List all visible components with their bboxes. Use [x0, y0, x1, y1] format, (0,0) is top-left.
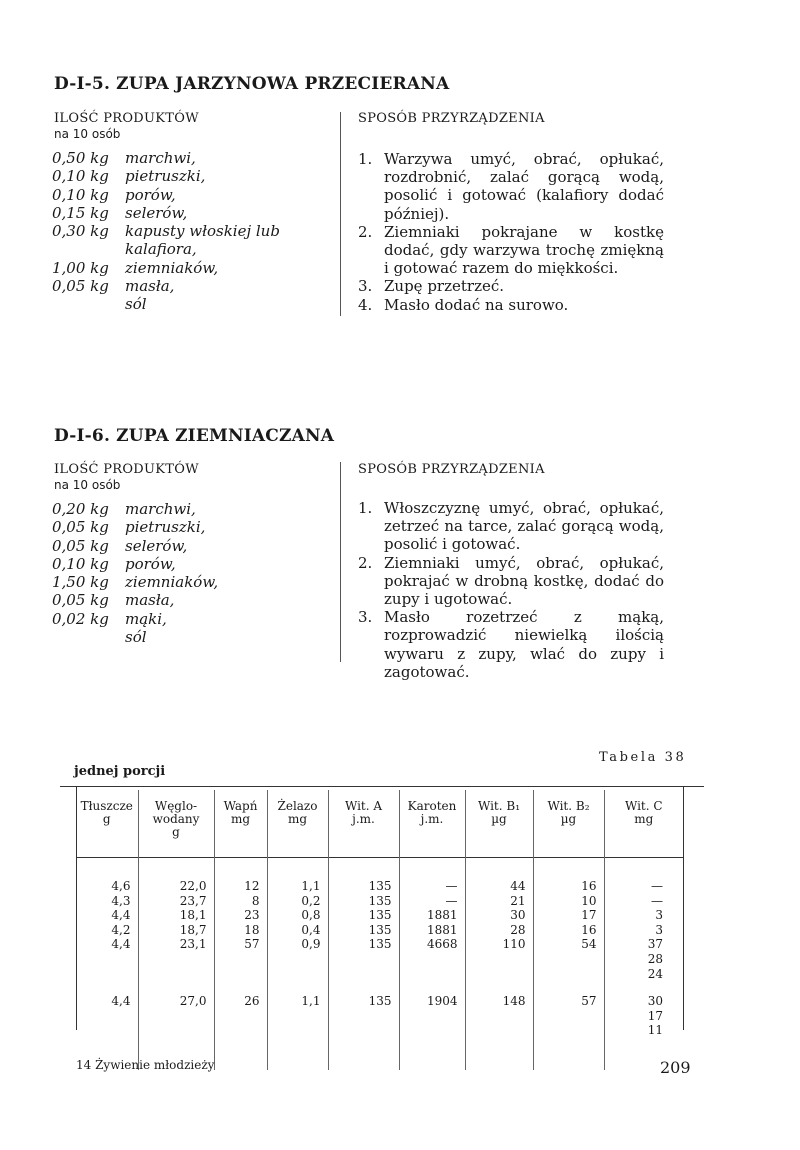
table-cell	[399, 952, 465, 967]
table-cell	[214, 1009, 267, 1024]
method-header: SPOSÓB PRZYRZĄDZENIA	[358, 111, 545, 126]
header-line: j.m.	[352, 812, 375, 826]
step-number: 4.	[358, 295, 373, 314]
ingredients-list	[52, 149, 315, 314]
step-text: Ziemniaki pokrajane w kostkę dodać, gdy warzywa trochę zmiękną i gotować razem do miękkości.	[384, 222, 664, 278]
ingredients-header: ILOŚĆ PRODUKTÓW	[54, 462, 199, 477]
table-row	[76, 1009, 683, 1024]
header-line: Wapń	[223, 799, 258, 813]
table-cell: 135	[328, 981, 399, 1009]
table-cell: 24	[647, 966, 663, 981]
step-text: Zupę przetrzeć.	[384, 277, 505, 296]
header-line: mg	[287, 812, 308, 826]
table-cell: 110	[465, 937, 533, 952]
table-right-border	[683, 787, 684, 1030]
table-cell	[138, 1009, 214, 1024]
table-cell: 148	[465, 981, 533, 1009]
col-header-zelazo	[267, 790, 328, 859]
method-header: SPOSÓB PRZYRZĄDZENIA	[358, 462, 545, 477]
ingredient-name: ziemniaków,	[125, 573, 219, 592]
table-cell	[533, 967, 604, 982]
table-cell: 135	[328, 937, 399, 952]
table-cell: 3	[655, 922, 663, 937]
recipe-title: D-I-5. ZUPA JARZYNOWA PRZECIERANA	[54, 74, 450, 94]
header-line: j.m.	[420, 812, 444, 826]
table-cell	[399, 967, 465, 982]
table-cell: —	[651, 879, 663, 893]
table-cell: —	[651, 893, 663, 908]
ingredient-item	[52, 518, 315, 536]
table-cell: 12	[214, 879, 267, 894]
ingredient-name: masła,	[125, 277, 175, 296]
table-cell: 1,1	[267, 981, 328, 1009]
table-caption: jednej porcji	[74, 764, 166, 779]
table-cell	[214, 952, 267, 967]
ingredient-qty: 0,02 kg	[52, 609, 109, 628]
header-line: µg	[560, 812, 577, 826]
col-header-wit-b1	[465, 790, 533, 859]
col-header-wit-b2	[533, 790, 604, 859]
ingredient-qty: 0,10 kg	[52, 185, 109, 204]
ingredient-item	[52, 167, 315, 185]
ingredient-qty: 1,00 kg	[52, 258, 109, 277]
header-line: Wit. C	[624, 799, 663, 813]
ingredient-qty: 0,30 kg	[52, 222, 109, 241]
table-cell: 26	[214, 981, 267, 1009]
ingredients-subheader: na 10 osób	[54, 478, 121, 492]
header-line: Karoten	[407, 799, 457, 813]
step-number: 1.	[358, 150, 373, 168]
table-cell: 8	[214, 894, 267, 909]
table-cell	[76, 1009, 138, 1024]
table-cell	[267, 952, 328, 967]
table-header-row	[76, 790, 683, 859]
table-cell: 23	[214, 908, 267, 923]
ingredient-name: kalafiora,	[125, 240, 197, 259]
ingredient-item	[52, 537, 315, 555]
ingredients-header: ILOŚĆ PRODUKTÓW	[54, 111, 199, 126]
table-cell	[267, 1023, 328, 1038]
ingredient-qty: 0,10 kg	[52, 554, 109, 573]
header-line: Wit. B₂	[547, 799, 590, 813]
ingredient-item	[52, 500, 315, 518]
ingredient-name: sól	[125, 295, 147, 314]
table-row	[76, 937, 683, 952]
ingredient-name: sól	[125, 628, 147, 647]
table-cell	[465, 1009, 533, 1024]
header-line: Wit. B₁	[477, 799, 521, 813]
step-number: 2.	[358, 553, 373, 572]
ingredient-name: pietruszki,	[125, 518, 206, 537]
method-step	[358, 608, 664, 681]
table-cell: 4,6	[76, 879, 138, 894]
header-line: Tłuszcze	[80, 799, 133, 813]
table-cell: 18,1	[138, 908, 214, 923]
ingredient-name: masła,	[125, 591, 175, 610]
table-cell: 57	[533, 981, 604, 1009]
table-cell: 16	[533, 879, 604, 894]
table-label: Tabela 38	[599, 750, 687, 765]
column-divider	[340, 112, 341, 316]
table-cell	[465, 952, 533, 967]
ingredients-subheader: na 10 osób	[54, 127, 121, 141]
table-cell: 28	[647, 951, 663, 966]
step-number: 3.	[358, 608, 373, 627]
method-step	[358, 223, 664, 278]
header-line: µg	[491, 812, 507, 826]
table-cell	[399, 1009, 465, 1024]
col-header-wit-a	[328, 790, 399, 859]
ingredient-item	[52, 259, 315, 277]
table-cell	[138, 952, 214, 967]
table-row	[76, 1023, 683, 1038]
table-cell: 1881	[399, 923, 465, 938]
ingredient-name: selerów,	[125, 203, 188, 222]
table-cell: 0,4	[267, 923, 328, 938]
table-body	[76, 859, 683, 1070]
step-number: 3.	[358, 277, 373, 296]
table-cell: 4,2	[76, 923, 138, 938]
col-header-tluszcze	[76, 790, 138, 859]
header-line: wodany	[152, 812, 200, 826]
ingredient-item	[52, 240, 315, 258]
table-cell: 11	[647, 1023, 663, 1038]
table-cell: 23,1	[138, 937, 214, 952]
col-header-karoten	[399, 790, 465, 859]
table-cell: 44	[465, 879, 533, 894]
header-line: g	[102, 812, 111, 826]
table-cell	[465, 967, 533, 982]
table-cell: 1904	[399, 981, 465, 1009]
table-cell: 4,3	[76, 894, 138, 909]
table-cell	[328, 952, 399, 967]
table-row	[76, 967, 683, 982]
ingredient-item	[52, 573, 315, 591]
table-cell: 0,8	[267, 908, 328, 923]
header-line: Wit. A	[344, 799, 383, 813]
ingredient-qty: 0,20 kg	[52, 500, 109, 518]
table-cell	[138, 1023, 214, 1038]
table-cell: 18,7	[138, 923, 214, 938]
table-cell: —	[399, 894, 465, 909]
table-cell	[267, 967, 328, 982]
table-cell	[533, 952, 604, 967]
table-row	[76, 908, 683, 923]
col-header-wapn	[214, 790, 267, 859]
table-cell	[138, 967, 214, 982]
ingredient-name: marchwi,	[125, 149, 196, 167]
table-cell	[465, 1023, 533, 1038]
table-cell: 57	[214, 937, 267, 952]
table-cell: 4,4	[76, 908, 138, 923]
step-text: Masło rozetrzeć z mąką, rozprowadzić niewielką ilością wywaru z zupy, wlać do zupy i zagotować.	[384, 608, 664, 681]
ingredient-item	[52, 186, 315, 204]
step-text: Ziemniaki umyć, obrać, opłukać, pokrajać w drobną kostkę, dodać do zupy i ugotować.	[384, 553, 664, 609]
ingredient-qty: 0,50 kg	[52, 149, 109, 167]
header-line: g	[172, 825, 180, 839]
table-cell: 23,7	[138, 894, 214, 909]
table-cell: 30	[465, 908, 533, 923]
ingredient-item	[52, 610, 315, 628]
table-cell: 4,4	[76, 981, 138, 1009]
table-row	[76, 894, 683, 909]
nutrition-table	[76, 790, 683, 1070]
table-cell: 17	[533, 908, 604, 923]
table-cell	[533, 1023, 604, 1038]
table-cell	[328, 967, 399, 982]
ingredient-name: kapusty włoskiej lub	[125, 222, 280, 241]
method-step	[358, 296, 664, 314]
table-cell: 135	[328, 894, 399, 909]
column-divider	[340, 462, 341, 662]
ingredient-item	[52, 555, 315, 573]
header-line: Węglo-	[154, 799, 198, 813]
ingredient-item	[52, 295, 315, 313]
table-cell: 4668	[399, 937, 465, 952]
ingredient-item	[52, 222, 315, 240]
ingredient-name: ziemniaków,	[125, 258, 219, 277]
method-steps	[358, 499, 664, 681]
step-text: Włoszczyznę umyć, obrać, opłukać, zetrzeć na tarce, zalać gorącą wodą, posolić i gotować.	[384, 499, 664, 554]
table-cell: 10	[533, 894, 604, 909]
ingredient-item	[52, 204, 315, 222]
table-cell	[76, 1023, 138, 1038]
ingredients-list	[52, 500, 315, 646]
method-step	[358, 277, 664, 295]
step-text: Masło dodać na surowo.	[384, 295, 569, 314]
header-line: Żelazo	[277, 799, 318, 813]
ingredient-qty: 0,05 kg	[52, 536, 109, 555]
table-cell: 1,1	[267, 879, 328, 894]
method-step	[358, 150, 664, 223]
col-header-weglowodany	[138, 790, 214, 859]
col-header-wit-c	[604, 790, 683, 859]
table-cell: 18	[214, 923, 267, 938]
page-number: 209	[660, 1058, 691, 1077]
table-row	[76, 879, 683, 894]
table-cell: 1881	[399, 908, 465, 923]
table-row	[76, 952, 683, 967]
footer-text: 14 Żywienie młodzieży	[76, 1058, 215, 1072]
ingredient-name: porów,	[125, 185, 176, 204]
ingredient-name: porów,	[125, 554, 176, 573]
ingredient-qty: 0,05 kg	[52, 277, 109, 296]
table-cell: 30	[647, 994, 663, 1009]
table-cell	[214, 967, 267, 982]
table-cell	[76, 967, 138, 982]
recipe-title: D-I-6. ZUPA ZIEMNIACZANA	[54, 426, 335, 446]
method-steps	[358, 150, 664, 314]
table-cell: 28	[465, 923, 533, 938]
ingredient-qty: 0,10 kg	[52, 167, 109, 186]
table-cell: —	[399, 879, 465, 894]
table-cell: 3	[655, 908, 663, 923]
header-line: mg	[634, 812, 654, 826]
ingredient-name: selerów,	[125, 536, 188, 555]
table-cell: 135	[328, 908, 399, 923]
table-cell: 37	[647, 937, 663, 952]
step-number: 1.	[358, 499, 373, 517]
table-cell: 16	[533, 923, 604, 938]
table-cell: 135	[328, 879, 399, 894]
table-cell	[328, 1009, 399, 1024]
table-cell	[76, 952, 138, 967]
table-cell	[328, 1023, 399, 1038]
table-cell: 17	[647, 1008, 663, 1023]
table-cell: 135	[328, 923, 399, 938]
ingredient-qty: 0,15 kg	[52, 203, 109, 222]
method-step	[358, 554, 664, 609]
table-cell	[399, 1023, 465, 1038]
table-cell: 27,0	[138, 981, 214, 1009]
table-cell: 0,9	[267, 937, 328, 952]
ingredient-qty: 0,05 kg	[52, 591, 109, 610]
table-spacer-row	[76, 859, 683, 879]
table-cell	[214, 1023, 267, 1038]
table-row	[76, 981, 683, 1009]
ingredient-name: mąki,	[125, 609, 167, 628]
table-cell: 21	[465, 894, 533, 909]
ingredient-qty: 0,05 kg	[52, 518, 109, 537]
step-text: Warzywa umyć, obrać, opłukać, rozdrobnić, zalać gorącą wodą, posolić i gotować (kalafiory dodać później).	[384, 150, 664, 223]
step-number: 2.	[358, 222, 373, 241]
table-top-rule	[60, 786, 704, 787]
table-cell: 22,0	[138, 879, 214, 894]
table-cell: 0,2	[267, 894, 328, 909]
table-cell	[267, 1009, 328, 1024]
header-line: mg	[230, 812, 251, 826]
table-cell: 54	[533, 937, 604, 952]
ingredient-item	[52, 628, 315, 646]
ingredient-qty: 1,50 kg	[52, 573, 109, 592]
table-cell: 4,4	[76, 937, 138, 952]
ingredient-name: pietruszki,	[125, 167, 206, 186]
ingredient-item	[52, 149, 315, 167]
ingredient-item	[52, 277, 315, 295]
ingredient-item	[52, 591, 315, 609]
ingredient-name: marchwi,	[125, 500, 196, 518]
table-row	[76, 923, 683, 938]
table-cell	[533, 1009, 604, 1024]
method-step	[358, 499, 664, 554]
